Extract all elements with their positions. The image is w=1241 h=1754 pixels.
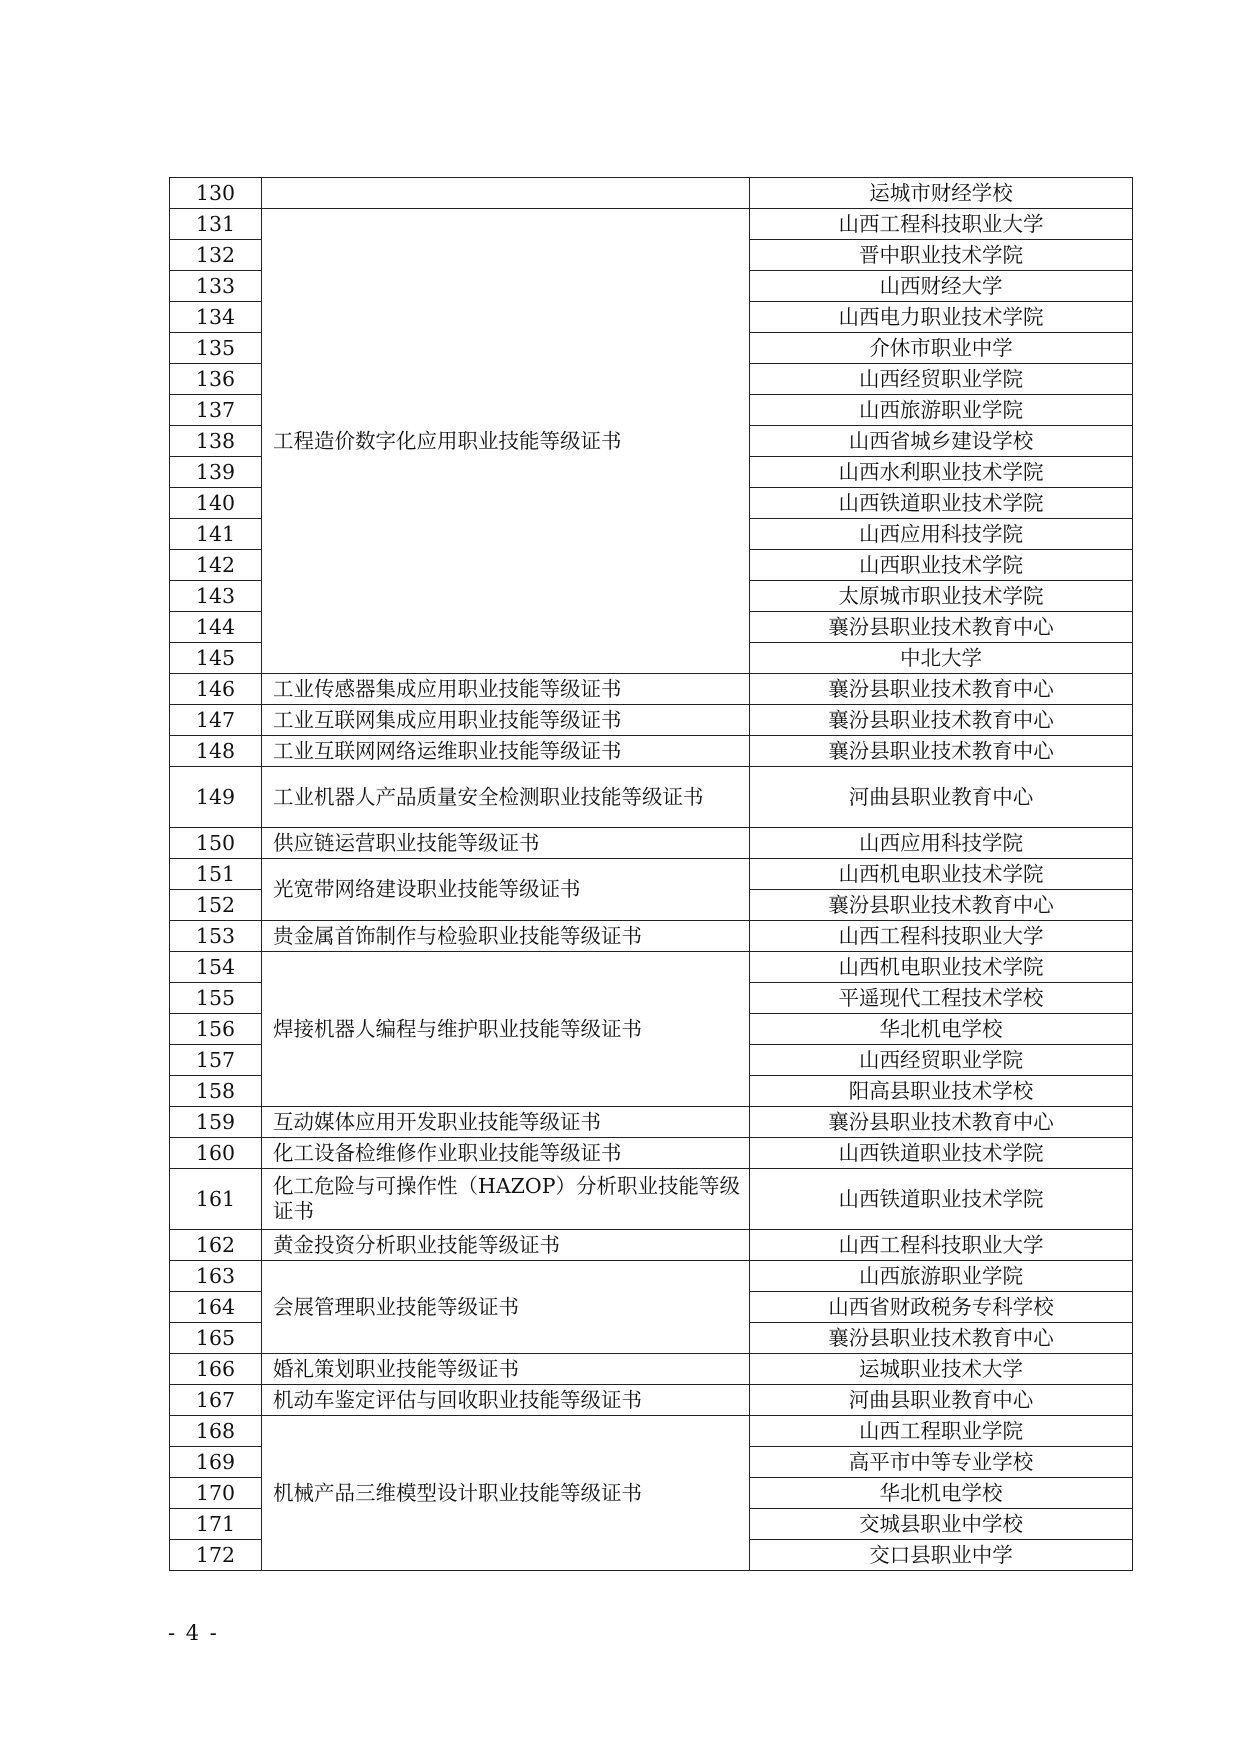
certificate-name: 工业传感器集成应用职业技能等级证书 [262,674,750,705]
row-number: 144 [170,612,262,643]
row-number: 154 [170,952,262,983]
row-number: 166 [170,1354,262,1385]
row-number: 133 [170,271,262,302]
table-row [170,952,1133,983]
row-number: 132 [170,240,262,271]
institution-name: 运城职业技术大学 [750,1354,1133,1385]
certificate-name: 机动车鉴定评估与回收职业技能等级证书 [262,1385,750,1416]
certificate-institution-table [169,177,1133,1571]
table-row [170,736,1133,767]
institution-name: 河曲县职业教育中心 [750,1385,1133,1416]
institution-name: 山西职业技术学院 [750,550,1133,581]
institution-name: 交口县职业中学 [750,1540,1133,1571]
certificate-name: 婚礼策划职业技能等级证书 [262,1354,750,1385]
table-row [170,1416,1133,1447]
row-number: 148 [170,736,262,767]
row-number: 147 [170,705,262,736]
institution-name: 山西财经大学 [750,271,1133,302]
row-number: 143 [170,581,262,612]
institution-name: 山西经贸职业学院 [750,1045,1133,1076]
row-number: 150 [170,828,262,859]
certificate-name: 工业互联网网络运维职业技能等级证书 [262,736,750,767]
row-number: 146 [170,674,262,705]
certificate-name [262,178,750,209]
row-number: 163 [170,1261,262,1292]
row-number: 135 [170,333,262,364]
row-number: 159 [170,1107,262,1138]
institution-name: 山西省财政税务专科学校 [750,1292,1133,1323]
table-row [170,1138,1133,1169]
row-number: 162 [170,1230,262,1261]
institution-name: 山西省城乡建设学校 [750,426,1133,457]
table-row [170,859,1133,890]
institution-name: 交城县职业中学校 [750,1509,1133,1540]
table-row [170,1230,1133,1261]
row-number: 152 [170,890,262,921]
row-number: 136 [170,364,262,395]
certificate-name: 工业互联网集成应用职业技能等级证书 [262,705,750,736]
institution-name: 山西水利职业技术学院 [750,457,1133,488]
row-number: 172 [170,1540,262,1571]
institution-name: 山西铁道职业技术学院 [750,1169,1133,1230]
institution-name: 山西工程科技职业大学 [750,209,1133,240]
row-number: 164 [170,1292,262,1323]
table-body [170,178,1133,1571]
row-number: 134 [170,302,262,333]
institution-name: 山西机电职业技术学院 [750,859,1133,890]
row-number: 130 [170,178,262,209]
institution-name: 山西机电职业技术学院 [750,952,1133,983]
institution-name: 襄汾县职业技术教育中心 [750,1107,1133,1138]
row-number: 158 [170,1076,262,1107]
certificate-name: 供应链运营职业技能等级证书 [262,828,750,859]
institution-name: 山西铁道职业技术学院 [750,488,1133,519]
institution-name: 山西工程科技职业大学 [750,921,1133,952]
institution-name: 山西应用科技学院 [750,519,1133,550]
institution-name: 襄汾县职业技术教育中心 [750,1323,1133,1354]
row-number: 160 [170,1138,262,1169]
table-row [170,1261,1133,1292]
table-row [170,828,1133,859]
institution-name: 山西经贸职业学院 [750,364,1133,395]
certificate-name: 光宽带网络建设职业技能等级证书 [262,859,750,921]
row-number: 169 [170,1447,262,1478]
certificate-name: 焊接机器人编程与维护职业技能等级证书 [262,952,750,1107]
institution-name: 襄汾县职业技术教育中心 [750,612,1133,643]
row-number: 142 [170,550,262,581]
table-row [170,178,1133,209]
table-row [170,1354,1133,1385]
institution-name: 山西电力职业技术学院 [750,302,1133,333]
table-row [170,1169,1133,1230]
row-number: 140 [170,488,262,519]
certificate-name: 化工设备检维修作业职业技能等级证书 [262,1138,750,1169]
institution-name: 华北机电学校 [750,1478,1133,1509]
institution-name: 山西旅游职业学院 [750,395,1133,426]
institution-name: 介休市职业中学 [750,333,1133,364]
institution-name: 阳高县职业技术学校 [750,1076,1133,1107]
row-number: 170 [170,1478,262,1509]
table-row [170,705,1133,736]
row-number: 139 [170,457,262,488]
table-row [170,209,1133,240]
row-number: 149 [170,767,262,828]
row-number: 168 [170,1416,262,1447]
row-number: 156 [170,1014,262,1045]
row-number: 155 [170,983,262,1014]
institution-name: 运城市财经学校 [750,178,1133,209]
institution-name: 山西旅游职业学院 [750,1261,1133,1292]
certificate-name: 工程造价数字化应用职业技能等级证书 [262,209,750,674]
institution-name: 太原城市职业技术学院 [750,581,1133,612]
institution-name: 平遥现代工程技术学校 [750,983,1133,1014]
table-row [170,767,1133,828]
row-number: 171 [170,1509,262,1540]
table-row [170,1385,1133,1416]
institution-name: 晋中职业技术学院 [750,240,1133,271]
institution-name: 山西铁道职业技术学院 [750,1138,1133,1169]
certificate-name: 机械产品三维模型设计职业技能等级证书 [262,1416,750,1571]
row-number: 137 [170,395,262,426]
institution-name: 山西应用科技学院 [750,828,1133,859]
institution-name: 中北大学 [750,643,1133,674]
row-number: 138 [170,426,262,457]
institution-name: 襄汾县职业技术教育中心 [750,890,1133,921]
row-number: 151 [170,859,262,890]
certificate-name: 贵金属首饰制作与检验职业技能等级证书 [262,921,750,952]
institution-name: 高平市中等专业学校 [750,1447,1133,1478]
certificate-name: 黄金投资分析职业技能等级证书 [262,1230,750,1261]
table-row [170,921,1133,952]
row-number: 161 [170,1169,262,1230]
table-row [170,674,1133,705]
page-number: - 4 - [168,1621,219,1645]
institution-name: 河曲县职业教育中心 [750,767,1133,828]
row-number: 131 [170,209,262,240]
institution-name: 山西工程职业学院 [750,1416,1133,1447]
row-number: 165 [170,1323,262,1354]
table-row [170,1107,1133,1138]
institution-name: 山西工程科技职业大学 [750,1230,1133,1261]
certificate-name: 会展管理职业技能等级证书 [262,1261,750,1354]
row-number: 157 [170,1045,262,1076]
certificate-name: 化工危险与可操作性（HAZOP）分析职业技能等级证书 [262,1169,750,1230]
institution-name: 襄汾县职业技术教育中心 [750,674,1133,705]
institution-name: 襄汾县职业技术教育中心 [750,736,1133,767]
row-number: 153 [170,921,262,952]
institution-name: 华北机电学校 [750,1014,1133,1045]
certificate-name: 工业机器人产品质量安全检测职业技能等级证书 [262,767,750,828]
row-number: 145 [170,643,262,674]
row-number: 141 [170,519,262,550]
certificate-name: 互动媒体应用开发职业技能等级证书 [262,1107,750,1138]
row-number: 167 [170,1385,262,1416]
institution-name: 襄汾县职业技术教育中心 [750,705,1133,736]
